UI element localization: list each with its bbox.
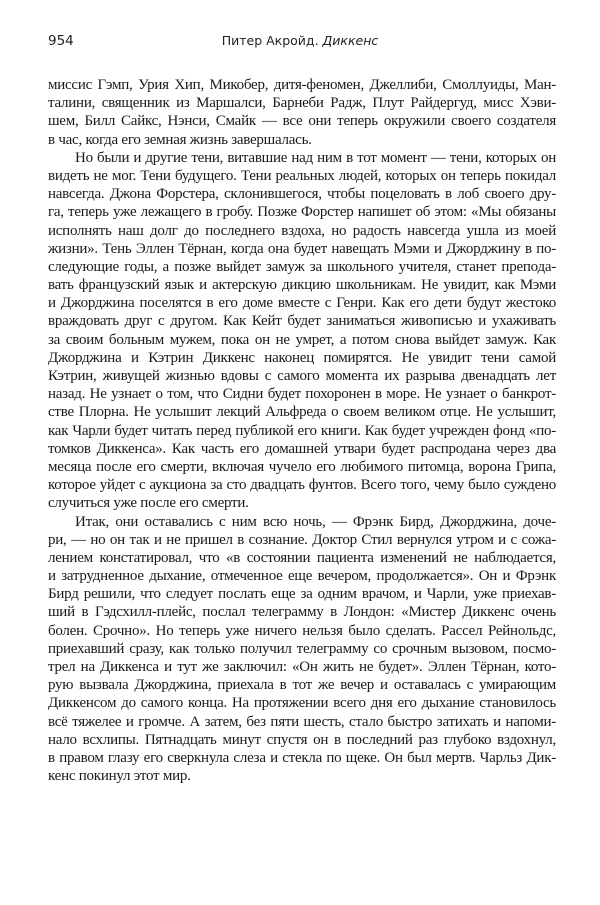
text-line: враждовать друг с другом. Как Кейт будет заниматься живописью и ухаживать: [48, 313, 556, 330]
text-line: месяца после его смерти, включая чучело его любимого питомца, ворона Грипа,: [48, 458, 556, 475]
text-line: стве Плорна. Не услышит лекций Альфреда о своем великом отце. Не услышит,: [48, 404, 556, 421]
text-line: Джорджина и Кэтрин Диккенс наконец помирятся. Не увидит тени самой: [48, 349, 556, 366]
text-line: Бирд решили, что следует послать еще за одним врачом, и Чарли, уже приехав-: [48, 586, 556, 603]
text-line: всё тяжелее и громче. А затем, без пяти шесть, стало быстро затихать и напоми-: [48, 713, 556, 730]
text-line: ри, — но он так и не пришел в сознание. Доктор Стил вернулся утром и с сожа-: [48, 531, 556, 548]
text-line: в час, когда его земная жизнь завершалась.: [48, 131, 312, 148]
text-line: и Джорджина поселятся в его доме вместе с Генри. Как его дети будут жестоко: [48, 295, 556, 312]
text-line: как Чарли будет читать перед публикой его книги. Как будет учрежден фонд «по-: [48, 422, 556, 439]
text-line: которое уйдет с аукциона за сто двадцать фунтов. Всего того, чему было суждено: [48, 477, 556, 494]
text-line: приехавший сразу, как только получил телеграмму со срочным вызовом, посмо-: [48, 640, 556, 657]
text-line: болен. Срочно». Но теперь уже ничего нельзя было сделать. Рассел Рейнольдс,: [48, 622, 556, 639]
running-header: [0, 33, 600, 48]
paragraph: [48, 149, 556, 513]
text-line: рую вызвала Джорджина, приехала в тот же вечер и оставалась с умирающим: [48, 677, 556, 694]
text-line: шем, Билл Сайкс, Нэнси, Смайк — все они теперь окружили своего создателя: [48, 113, 556, 130]
text-line: вать французский язык и актерскую дикцию школьникам. Не увидит, как Мэми: [48, 277, 556, 294]
page-number: 954: [48, 33, 74, 49]
paragraph: [48, 76, 556, 149]
paragraph: [48, 513, 556, 786]
text-line: Диккенсом до самого конца. На протяжении всего дня его дыхание становилось: [48, 695, 556, 712]
text-line: трел на Диккенса и тут же заключил: «Он жить не будет». Эллен Тёрнан, кото-: [48, 659, 556, 675]
text-line: видеть не мог. Тени будущего. Тени реальных людей, которых он теперь покидал: [48, 167, 556, 184]
text-line: лением констатировал, что «в состоянии пациента изменений не наблюдается,: [48, 549, 556, 566]
text-line: случиться уже после его смерти.: [48, 495, 249, 512]
running-header-title: Диккенс: [322, 33, 379, 48]
text-line: Но были и другие тени, витавшие над ним в тот момент — тени, которых он: [75, 149, 556, 166]
text-line: талини, священник из Маршалси, Барнеби Радж, Плут Райдергуд, мисс Хэви-: [48, 95, 556, 112]
text-line: жизни». Тень Эллен Тёрнан, когда она будет навещать Мэми и Джорджину в по-: [48, 240, 556, 257]
text-line: Кэтрин, живущей жизнью вдовы с самого момента их разрыва двенадцать лет: [48, 368, 556, 384]
text-line: исполнять наш долг до последнего вздоха, но радость навсегда ушла из моей: [48, 222, 556, 239]
body-text: [48, 76, 556, 785]
text-line: следующие годы, а позже выйдет замуж за школьного учителя, станет препода-: [48, 258, 556, 275]
text-line: за своим больным мужем, пока он не умрет, а потом снова выйдет замуж. Как: [48, 331, 556, 348]
text-line: кенс покинул этот мир.: [48, 768, 191, 785]
text-line: томков Диккенса». Как часть его домашней утвари будет распродана через два: [48, 440, 556, 457]
text-line: га, теперь уже лежащего в гробу. Позже Форстер напишет об этом: «Мы обязаны: [48, 204, 556, 221]
text-line: ший в Гэдсхилл-плейс, послал телеграмму в Лондон: «Мистер Диккенс очень: [48, 604, 556, 621]
text-line: и затрудненное дыхание, отмеченное еще вечером, продолжается». Он и Фрэнк: [48, 568, 556, 585]
text-line: навсегда. Джона Форстера, склонившегося, чтобы поцеловать в лоб своего дру-: [48, 186, 556, 203]
text-line: назад. Не узнает о том, что Сидни будет похоронен в море. Не узнает о банкрот-: [48, 386, 556, 403]
text-line: нало всхлипы. Пятнадцать минут спустя он в последний раз глубоко вздохнул,: [48, 731, 556, 748]
running-header-author: Питер Акройд.: [221, 33, 323, 48]
text-line: миссис Гэмп, Урия Хип, Микобер, дитя-феномен, Джеллиби, Смоллуиды, Ман-: [48, 77, 556, 93]
text-line: Итак, они оставались с ним всю ночь, — Фрэнк Бирд, Джорджина, доче-: [75, 513, 556, 530]
text-line: в правом глазу его сверкнула слеза и стекла по щеке. Он был мертв. Чарльз Дик-: [48, 749, 556, 766]
